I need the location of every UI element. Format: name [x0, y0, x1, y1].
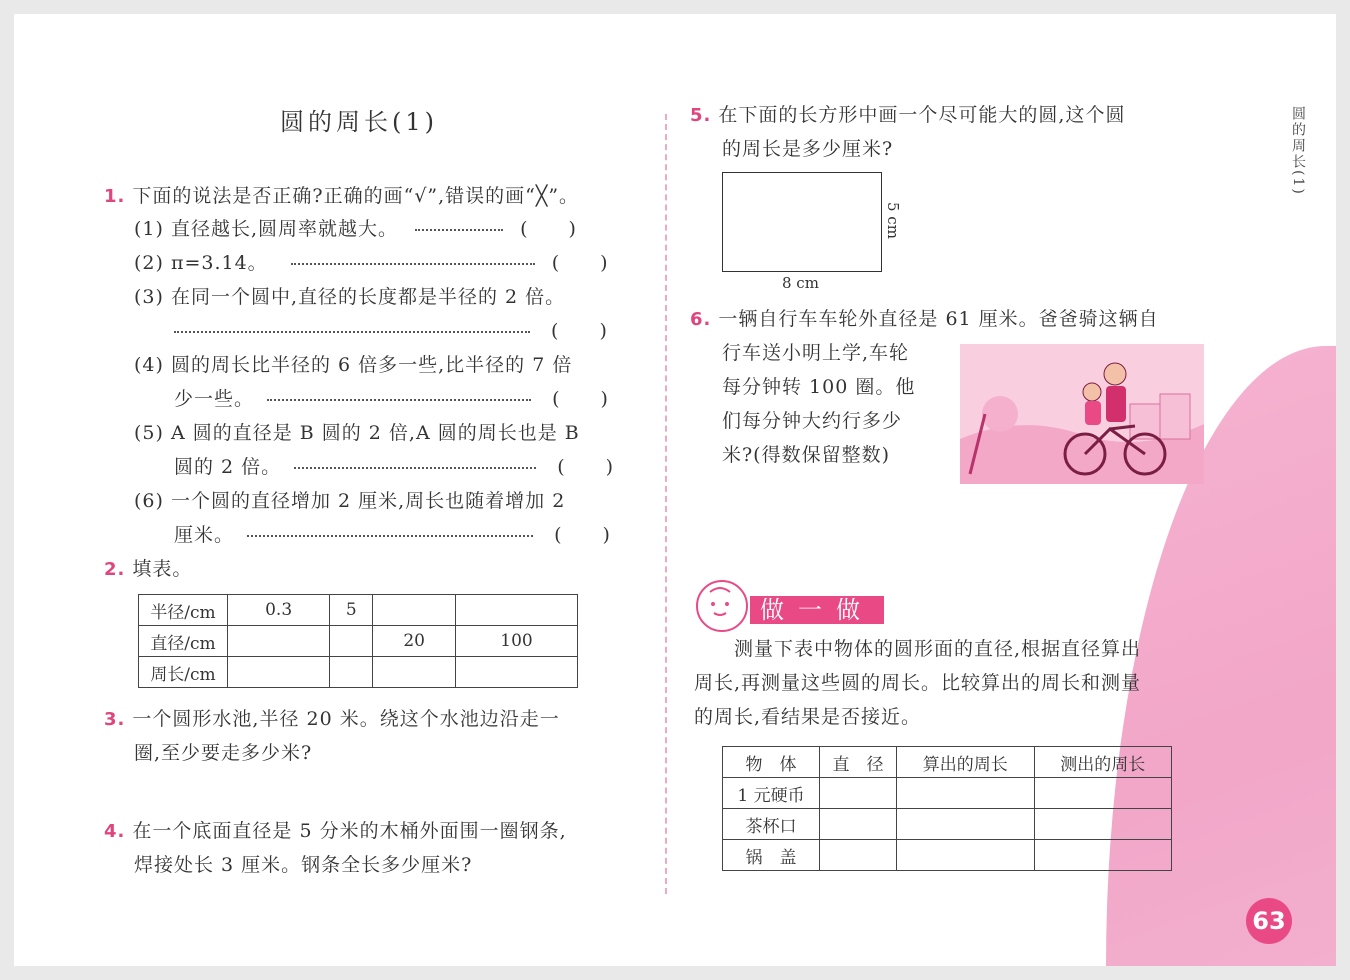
table-cell[interactable] — [1034, 840, 1172, 871]
table-row — [723, 840, 1172, 871]
dot-leader — [247, 535, 533, 537]
answer-blank[interactable]: ( ) — [557, 456, 615, 478]
question-6-line3: 每分钟转 100 圈。他 — [722, 376, 916, 398]
q1-item-6 — [134, 484, 565, 518]
bicycle-illustration — [960, 344, 1204, 484]
side-chapter-label: 圆的周长(1) — [1290, 106, 1306, 196]
question-2 — [104, 552, 192, 587]
dot-leader — [415, 229, 503, 231]
column-header: 测出的周长 — [1034, 747, 1172, 778]
question-text: 填表。 — [132, 558, 193, 580]
question-3-line2: 圈,至少要走多少米? — [134, 742, 313, 764]
column-header: 直 径 — [820, 747, 897, 778]
page-number-badge: 63 — [1246, 898, 1292, 944]
item-text: (2) π=3.14。 — [134, 252, 268, 274]
answer-blank[interactable]: ( ) — [552, 388, 609, 410]
workbook-page — [14, 14, 1336, 966]
table-cell[interactable] — [455, 595, 577, 626]
question-text: 一个圆形水池,半径 20 米。绕这个水池边沿走一 — [132, 708, 560, 730]
item-text: (6) 一个圆的直径增加 2 厘米,周长也随着增加 2 — [134, 490, 566, 512]
activity-line1: 测量下表中物体的圆形面的直径,根据直径算出 — [734, 638, 1142, 660]
table-row — [139, 657, 578, 688]
dot-leader — [267, 399, 531, 401]
table-cell[interactable] — [228, 657, 330, 688]
question-5 — [690, 98, 1125, 133]
dot-leader — [291, 263, 535, 265]
answer-blank[interactable]: ( ) — [554, 524, 611, 546]
table-row — [139, 595, 578, 626]
q1-item-4 — [134, 348, 572, 382]
dot-leader — [174, 331, 530, 333]
table-header-row — [723, 747, 1172, 778]
item-text: 圆的 2 倍。 — [174, 456, 282, 478]
q1-item-4-line2 — [174, 382, 622, 416]
height-label: 5 cm — [884, 202, 902, 239]
table-cell[interactable] — [330, 657, 373, 688]
question-text: 在下面的长方形中画一个尽可能大的圆,这个圆 — [718, 104, 1126, 126]
face-icon — [698, 582, 742, 626]
rectangle-figure[interactable] — [722, 172, 882, 272]
answer-blank[interactable]: ( ) — [551, 320, 608, 342]
question-4 — [104, 814, 567, 849]
question-text: 在一个底面直径是 5 分米的木桶外面围一圈钢条, — [132, 820, 567, 842]
table-cell[interactable] — [455, 657, 577, 688]
answer-blank[interactable]: ( ) — [551, 252, 609, 274]
row-header: 锅 盖 — [723, 840, 820, 871]
question-number: 5. — [690, 105, 712, 126]
question-6-line4: 们每分钟大约行多少 — [722, 410, 903, 432]
width-label: 8 cm — [782, 274, 819, 292]
question-text: 下面的说法是否正确?正确的画“√”,错误的画“╳”。 — [132, 185, 580, 207]
item-text: (1) 直径越长,圆周率就越大。 — [134, 218, 398, 240]
question-1 — [104, 179, 579, 214]
table-cell[interactable] — [373, 657, 456, 688]
table-row — [723, 809, 1172, 840]
page-title: 圆的周长(1) — [280, 108, 438, 136]
question-6-line5: 米?(得数保留整数) — [722, 444, 891, 466]
question-number: 1. — [104, 186, 126, 207]
fill-table — [138, 594, 578, 688]
activity-line3: 的周长,看结果是否接近。 — [694, 706, 922, 728]
item-text: (5) A 圆的直径是 B 圆的 2 倍,A 圆的周长也是 B — [134, 422, 580, 444]
q1-item-3 — [134, 280, 565, 314]
measure-table — [722, 746, 1172, 871]
table-cell[interactable] — [1034, 809, 1172, 840]
table-cell[interactable]: 5 — [330, 595, 373, 626]
q1-item-2 — [134, 246, 622, 280]
table-cell[interactable]: 20 — [373, 626, 456, 657]
question-text: 一辆自行车车轮外直径是 61 厘米。爸爸骑这辆自 — [718, 308, 1159, 330]
question-3 — [104, 702, 560, 737]
row-header: 半径/cm — [139, 595, 228, 626]
item-text: (4) 圆的周长比半径的 6 倍多一些,比半径的 7 倍 — [134, 354, 573, 376]
activity-label — [750, 590, 884, 625]
table-row — [139, 626, 578, 657]
row-header: 1 元硬币 — [723, 778, 820, 809]
table-cell[interactable] — [820, 840, 897, 871]
q1-item-5 — [134, 416, 580, 450]
table-cell[interactable] — [897, 809, 1035, 840]
table-cell[interactable] — [820, 809, 897, 840]
table-cell[interactable]: 100 — [455, 626, 577, 657]
q1-item-1 — [134, 212, 590, 246]
item-text: 厘米。 — [174, 524, 235, 546]
question-number: 3. — [104, 709, 126, 730]
table-row — [723, 778, 1172, 809]
table-cell[interactable] — [897, 778, 1035, 809]
page-divider — [665, 114, 671, 894]
item-text: (3) 在同一个圆中,直径的长度都是半径的 2 倍。 — [134, 286, 566, 308]
table-cell[interactable] — [228, 626, 330, 657]
table-cell[interactable] — [373, 595, 456, 626]
q1-item-6-line2 — [174, 518, 624, 552]
row-header: 直径/cm — [139, 626, 228, 657]
question-6-line2: 行车送小明上学,车轮 — [722, 342, 910, 364]
question-number: 2. — [104, 559, 126, 580]
question-5-line2: 的周长是多少厘米? — [722, 138, 894, 160]
answer-blank[interactable]: ( ) — [520, 218, 577, 240]
column-header: 物 体 — [723, 747, 820, 778]
item-text: 少一些。 — [174, 388, 255, 410]
dot-leader — [294, 467, 536, 469]
question-4-line2: 焊接处长 3 厘米。钢条全长多少厘米? — [134, 854, 473, 876]
q1-item-3-line2 — [174, 314, 621, 348]
activity-line2: 周长,再测量这些圆的周长。比较算出的周长和测量 — [694, 672, 1142, 694]
table-cell[interactable] — [1034, 778, 1172, 809]
table-cell[interactable] — [330, 626, 373, 657]
question-number: 6. — [690, 309, 712, 330]
table-cell[interactable] — [897, 840, 1035, 871]
question-number: 4. — [104, 821, 126, 842]
row-header: 茶杯口 — [723, 809, 820, 840]
q1-item-5-line2 — [174, 450, 627, 484]
row-header: 周长/cm — [139, 657, 228, 688]
table-cell[interactable]: 0.3 — [228, 595, 330, 626]
table-cell[interactable] — [820, 778, 897, 809]
question-6 — [690, 302, 1159, 337]
activity-title: 做一做 — [750, 596, 884, 624]
kid-face-icon — [696, 580, 748, 632]
column-header: 算出的周长 — [897, 747, 1035, 778]
